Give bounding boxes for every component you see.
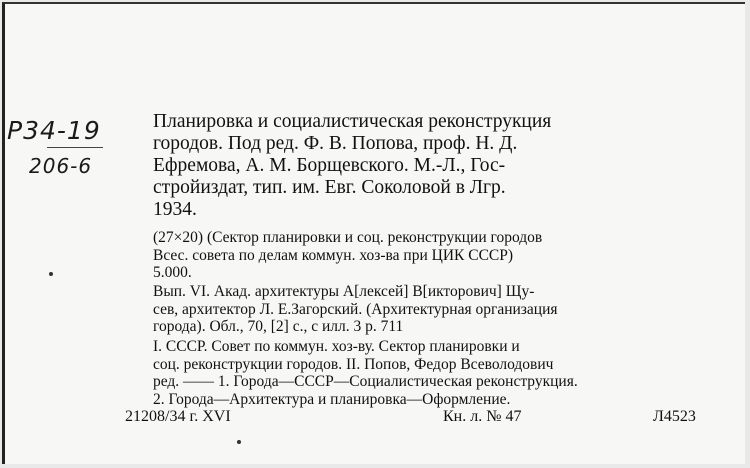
shelf-mark-line-1: Р34-19 [7,116,101,145]
tracing-line: 2. Города—Архитектура и планировка—Оформление. [153,390,511,408]
shelf-mark-divider [47,147,103,148]
series-block [153,283,713,336]
tracing-line: соц. реконструкции городов. II. Попов, Федор Всеволодович [153,355,554,373]
ink-dot [49,272,53,276]
ink-dot [237,440,241,444]
title-line: 1934. [153,199,197,220]
tracings-block [153,338,713,408]
accession-number: 21208/34 г. XVI [125,408,231,425]
shelf-mark-line-2: 206-6 [29,154,93,178]
tracing-line: I. СССР. Совет по коммун. хоз-ву. Сектор планировки и [153,338,520,355]
title-line: Планировка и социалистическая реконструкция [153,111,552,132]
imprint-block [153,229,713,282]
card-code: Л4523 [653,408,696,425]
imprint-line: Всес. совета по делам коммун. хоз-ва при ЦИК СССР) [153,246,514,264]
tracing-line: ред. —— 1. Города—СССР—Социалистическая реконструкция. [153,373,578,390]
series-line: Вып. VI. Акад. архитектуры А[лексей] В[икторович] Щу- [153,283,535,300]
series-line: сев, архитектор Л. Е.Загорский. (Архитектурная организация [153,300,558,318]
title-line: Ефремова, А. М. Борщевского. М.-Л., Гос- [153,155,506,176]
title-line: стройиздат, тип. им. Евг. Соколовой в Лгр. [153,177,506,198]
book-chamber-number: Кн. л. № 47 [443,408,522,425]
series-line: города). Обл., 70, [2] с., с илл. 3 р. 711 [153,318,404,335]
catalog-card [2,2,745,464]
imprint-line: 5.000. [153,264,192,281]
title-block [153,111,713,221]
title-line: городов. Под ред. Ф. В. Попова, проф. Н. Д. [153,133,518,154]
imprint-line: (27×20) (Сектор планировки и соц. реконструкции городов [153,229,543,246]
